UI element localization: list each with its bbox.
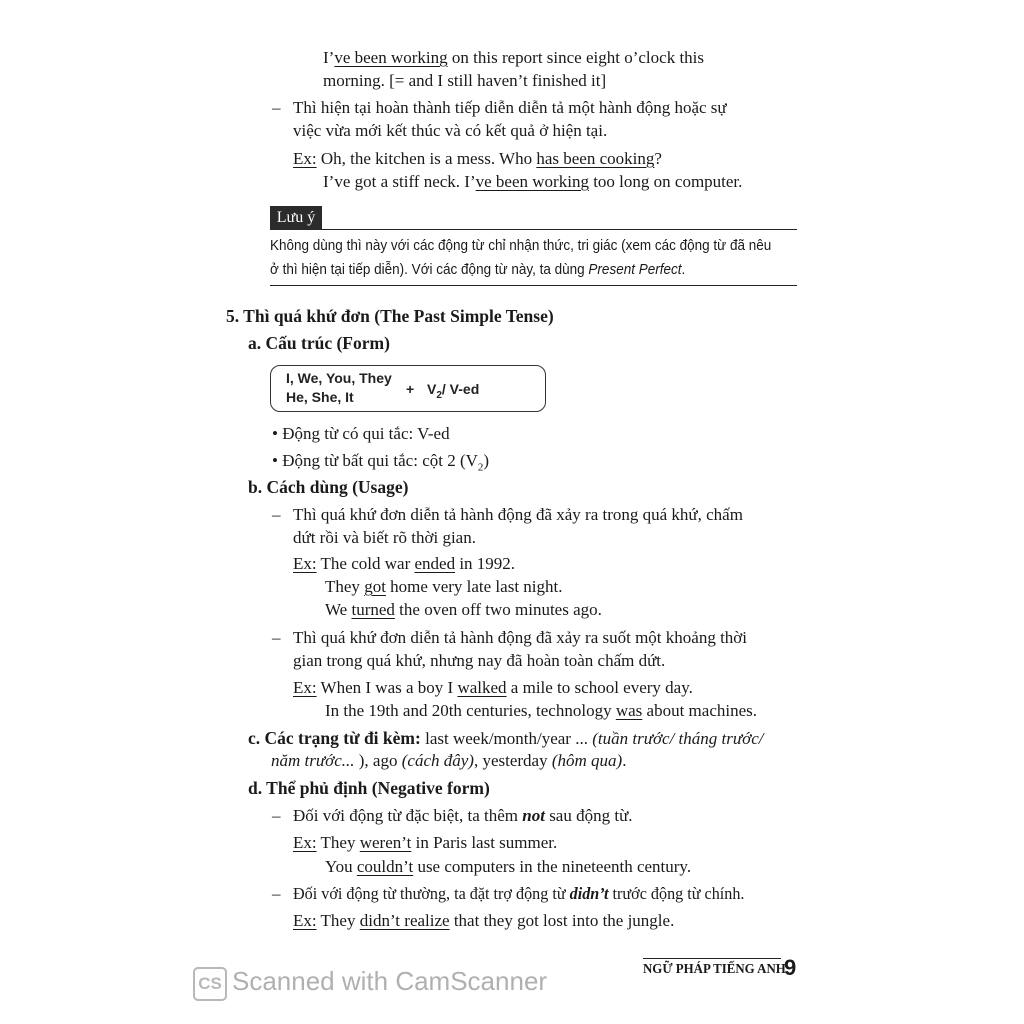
underlined-verb: ended	[414, 554, 456, 573]
note-tag: Lưu ý	[270, 206, 322, 230]
example-line	[325, 700, 757, 722]
book-title: NGỮ PHÁP TIẾNG ANH	[643, 962, 786, 977]
text: Động từ bất qui tắc: cột 2 (V	[282, 451, 478, 470]
example-line	[293, 910, 674, 932]
text: I’ve got a stiff neck. I’	[323, 172, 476, 191]
usage-text: dứt rồi và biết rõ thời gian.	[293, 528, 476, 547]
text: home very late last night.	[385, 577, 563, 596]
camscanner-watermark: Scanned with CamScanner	[232, 966, 548, 996]
dash-marker: –	[272, 806, 281, 825]
usage-text: gian trong quá khứ, nhưng nay đã hoàn toàn chấm dứt.	[293, 651, 666, 670]
underlined-verb: weren’t	[359, 833, 412, 852]
underlined-verb: walked	[457, 678, 507, 697]
note-text	[270, 261, 685, 278]
text: )	[483, 451, 490, 470]
example-line	[293, 148, 662, 170]
adverbs-line	[248, 727, 763, 750]
underlined-verb: ve been working	[334, 48, 448, 67]
underlined-verb: ve been working	[475, 172, 589, 191]
note-text: Không dùng thì này với các động từ chỉ nhận thức, tri giác (xem các động từ đã nêu	[270, 237, 772, 254]
text: that they got lost into the jungle.	[449, 911, 675, 930]
subscript: 2	[436, 389, 442, 401]
italic-gloss: (tuần trước/ tháng trước/	[592, 729, 764, 748]
text: The cold war	[316, 554, 415, 573]
dash-marker: –	[272, 98, 281, 117]
bullet-marker: •	[272, 451, 278, 470]
text: the oven off two minutes ago.	[394, 600, 602, 619]
text: in Paris last summer.	[411, 833, 558, 852]
dash-marker: –	[272, 884, 281, 903]
bullet-item	[272, 423, 450, 445]
underlined-verb: turned	[351, 600, 395, 619]
camscanner-logo-icon: CS	[193, 967, 227, 1001]
text: Oh, the kitchen is a mess. Who	[316, 149, 537, 168]
underlined-verb: has been cooking	[536, 149, 655, 168]
text: They	[316, 833, 360, 852]
text: They	[325, 577, 365, 596]
subsection-heading: c. Các trạng từ đi kèm:	[248, 728, 421, 748]
form-verb	[427, 381, 479, 401]
underlined-verb: didn’t realize	[359, 911, 450, 930]
subsection-heading: a. Cấu trúc (Form)	[248, 333, 390, 353]
text: ở thì hiện tại tiếp diễn). Với các động từ này, ta dùng	[270, 261, 589, 278]
note-top-rule	[322, 229, 797, 230]
bullet-item	[272, 450, 489, 478]
italic-term: Present Perfect	[588, 261, 682, 278]
dash-marker: –	[272, 628, 281, 647]
text: .	[681, 261, 686, 278]
form-pronouns: He, She, It	[286, 389, 354, 405]
ex-label: Ex:	[293, 149, 317, 168]
text: Đối với động từ thường, ta đặt trợ động từ	[293, 884, 570, 903]
text: Đối với động từ đặc biệt, ta thêm	[293, 806, 523, 825]
example-line	[325, 856, 691, 878]
example-line	[325, 599, 602, 621]
text: ), ago	[358, 751, 402, 770]
text: In the 19th and 20th centuries, technology	[325, 701, 616, 720]
bold-italic-term: not	[522, 806, 545, 825]
example-line	[325, 576, 563, 598]
bullet-marker: •	[272, 424, 278, 443]
example-line	[323, 47, 704, 69]
usage-text: Thì quá khứ đơn diễn tả hành động đã xảy ra trong quá khứ, chấm	[293, 505, 743, 524]
underlined-verb: got	[364, 577, 386, 596]
text: trước động từ chính.	[608, 884, 745, 903]
text: I’	[323, 48, 335, 67]
subscript: 2	[477, 461, 484, 474]
italic-gloss: năm trước...	[271, 751, 359, 770]
usage-text: Thì quá khứ đơn diễn tả hành động đã xảy ra suốt một khoảng thời	[293, 628, 748, 647]
text: last week/month/year ...	[420, 729, 593, 748]
usage-text: Thì hiện tại hoàn thành tiếp diễn diễn tả một hành động hoặc sự	[293, 98, 727, 117]
ex-label: Ex:	[293, 678, 317, 697]
usage-text	[293, 805, 633, 827]
text: / V-ed	[441, 381, 480, 397]
ex-label: Ex:	[293, 554, 317, 573]
text: V	[427, 381, 437, 397]
usage-text	[293, 883, 744, 905]
text: use computers in the nineteenth century.	[413, 857, 692, 876]
text: on this report since eight o’clock this	[447, 48, 705, 67]
note-bottom-rule	[270, 285, 797, 286]
underlined-verb: couldn’t	[356, 857, 414, 876]
text: in 1992.	[455, 554, 516, 573]
text: Động từ có qui tắc: V-ed	[282, 424, 450, 443]
text: sau động từ.	[544, 806, 633, 825]
italic-gloss: (cách đây)	[401, 751, 474, 770]
text: too long on computer.	[588, 172, 743, 191]
ex-label: Ex:	[293, 833, 317, 852]
text: They	[316, 911, 360, 930]
page-number: 9	[784, 955, 797, 980]
example-line	[323, 171, 742, 193]
text: a mile to school every day.	[506, 678, 693, 697]
text: When I was a boy I	[316, 678, 458, 697]
dash-marker: –	[272, 505, 281, 524]
text: about machines.	[642, 701, 757, 720]
ex-label: Ex:	[293, 911, 317, 930]
text: .	[622, 751, 627, 770]
italic-gloss: (hôm qua)	[551, 751, 623, 770]
usage-text: việc vừa mới kết thúc và có kết quả ở hiện tại.	[293, 121, 608, 140]
example-line	[293, 832, 557, 854]
text: ?	[654, 149, 662, 168]
section-heading: 5. Thì quá khứ đơn (The Past Simple Tense)	[226, 306, 554, 326]
form-pronouns: I, We, You, They	[286, 370, 392, 386]
subsection-heading: d. Thể phủ định (Negative form)	[248, 778, 490, 798]
footer-rule	[643, 958, 781, 959]
form-plus: +	[406, 381, 415, 397]
bold-italic-term: didn’t	[569, 884, 609, 903]
text: , yesterday	[473, 751, 552, 770]
example-line	[293, 677, 693, 699]
text: You	[325, 857, 357, 876]
underlined-verb: was	[615, 701, 643, 720]
text: We	[325, 600, 352, 619]
example-line	[293, 553, 515, 575]
subsection-heading: b. Cách dùng (Usage)	[248, 477, 409, 497]
example-line: morning. [= and I still haven’t finished it]	[323, 71, 607, 90]
adverbs-line	[271, 750, 626, 772]
